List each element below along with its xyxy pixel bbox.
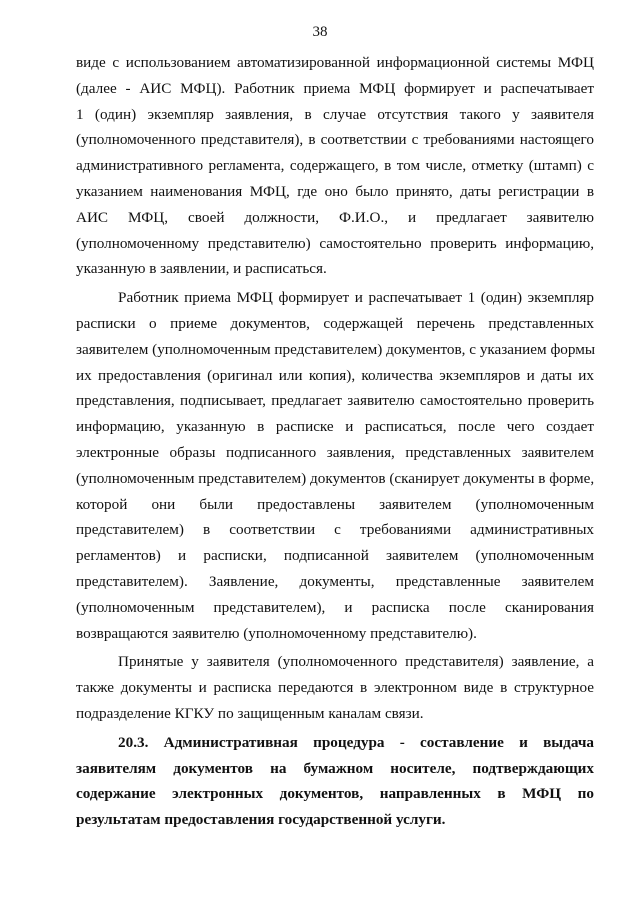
text-line: информацию, указанную в расписке и расписаться, после чего создает	[76, 418, 594, 436]
text-line: Работник приема МФЦ формирует и распечатывает 1 (один) экземпляр	[118, 289, 594, 307]
heading-line: заявителям документов на бумажном носителе, подтверждающих	[76, 759, 594, 777]
text-line: административного регламента, содержащего, в том числе, отметку (штамп) с	[76, 157, 594, 175]
text-line: Принятые у заявителя (уполномоченного представителя) заявление, а	[118, 653, 594, 671]
text-line: регламентов) и расписки, подписанной заявителем (уполномоченным	[76, 547, 594, 565]
text-line: (далее - АИС МФЦ). Работник приема МФЦ формирует и распечатывает	[76, 79, 594, 97]
text-line: возвращаются заявителю (уполномоченному представителю).	[76, 624, 477, 642]
heading-line: содержание электронных документов, направленных в МФЦ по	[76, 785, 594, 803]
text-line: расписки о приеме документов, содержащей перечень представленных	[76, 314, 594, 332]
text-line: электронные образы подписанного заявления, представленных заявителем	[76, 443, 594, 461]
text-line: АИС МФЦ, своей должности, Ф.И.О., и предлагает заявителю	[76, 208, 594, 226]
text-line: 1 (один) экземпляр заявления, в случае отсутствия такого у заявителя	[76, 105, 594, 123]
text-line: их предоставления (оригинал или копия), количества экземпляров и даты их	[76, 366, 594, 384]
heading-line: 20.3. Административная процедура - составление и выдача	[118, 733, 594, 751]
text-line: указанием наименования МФЦ, где оно было принято, даты регистрации в	[76, 182, 594, 200]
section-heading-20-3	[76, 730, 594, 833]
text-line: указанную в заявлении, и расписаться.	[76, 260, 327, 278]
text-line: (уполномоченным представителем), и расписка после сканирования	[76, 598, 594, 616]
text-line: представителем). Заявление, документы, представленные заявителем	[76, 572, 594, 590]
paragraph-1	[76, 50, 594, 282]
heading-line: результатам предоставления государственной услуги.	[76, 811, 446, 829]
document-body	[76, 50, 594, 833]
text-line: заявителем (уполномоченным представителем) документов, с указанием формы	[76, 340, 596, 358]
text-line: представления, подписывает, предлагает заявителю самостоятельно проверить	[76, 392, 594, 410]
text-line: подразделение КГКУ по защищенным каналам связи.	[76, 704, 424, 722]
paragraph-3	[76, 649, 594, 726]
text-line: которой они были предоставлены заявителем (уполномоченным	[76, 495, 594, 513]
text-line: виде с использованием автоматизированной информационной системы МФЦ	[76, 54, 594, 71]
text-line: (уполномоченному представителю) самостоятельно проверить информацию,	[76, 234, 594, 252]
text-line: (уполномоченным представителем) документов (сканирует документы в форме,	[76, 469, 595, 487]
text-line: представителем) в соответствии с требованиями административных	[76, 521, 594, 539]
page-number: 38	[312, 24, 328, 40]
paragraph-2	[76, 285, 594, 646]
text-line: также документы и расписка передаются в электронном виде в структурное	[76, 679, 594, 697]
text-line: (уполномоченного представителя), в соответствии с требованиями настоящего	[76, 131, 594, 149]
